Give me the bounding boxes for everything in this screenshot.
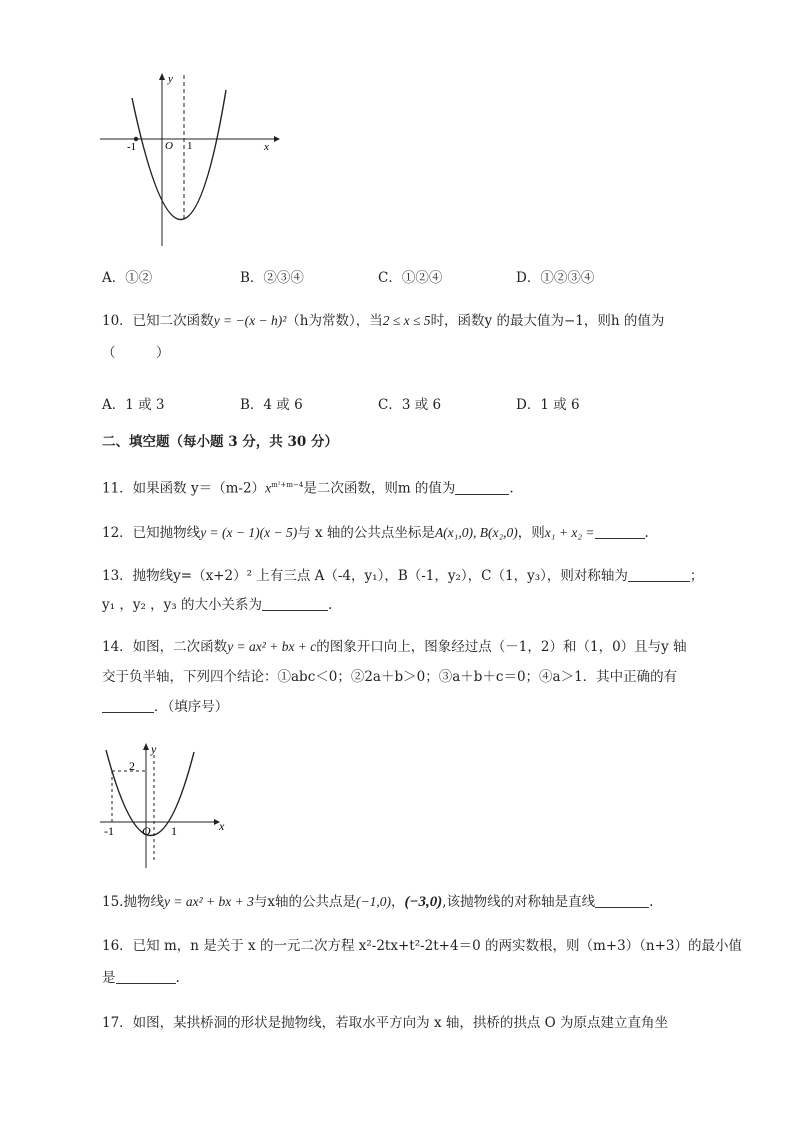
q10-answer-paren: （ ） bbox=[102, 345, 170, 361]
q17-line1: 17．如图，某拱桥洞的形状是抛物线，若取水平方向为 x 轴，拱桥的拱点 O 为原点建立直角坐 bbox=[102, 1015, 669, 1031]
q16-answer-blank[interactable] bbox=[116, 969, 176, 984]
neg1-label: -1 bbox=[127, 141, 137, 153]
parabola-curve bbox=[106, 750, 194, 836]
one-label: 1 bbox=[171, 824, 177, 838]
origin-label: O bbox=[165, 140, 173, 152]
two-label: 2 bbox=[129, 759, 135, 773]
q13-line1: 13．抛物线y=（x+2）² 上有三点 A（-4，y₁），B（-1，y₂），C（1，y₃），则对称轴为 ； bbox=[102, 568, 704, 584]
origin-label: O bbox=[142, 824, 151, 838]
x-axis-arrow bbox=[274, 136, 280, 142]
one-label: 1 bbox=[187, 140, 193, 152]
q14-answer-blank[interactable] bbox=[102, 698, 154, 713]
q14-line3: ．（填序号） bbox=[102, 698, 228, 716]
q10-option-a: A．1 或 3 bbox=[102, 397, 165, 413]
q10-option-c: C．3 或 6 bbox=[378, 397, 442, 413]
q13-line2: y₁ ，y₂ ，y₃ 的大小关系为 . bbox=[102, 597, 333, 613]
q13-axis-blank[interactable] bbox=[628, 567, 690, 582]
x-label: x bbox=[219, 819, 225, 833]
q9-option-b: B．②③④ bbox=[240, 270, 304, 286]
q14-parabola-graph bbox=[100, 740, 232, 870]
neg1-label: -1 bbox=[104, 824, 114, 838]
y-axis-arrow bbox=[143, 743, 149, 750]
q14-line1: 14．如图，二次函数y = ax² + bx + c的图象开口向上，图象经过点（－1，2）和（1，0）且与y 轴 bbox=[102, 639, 687, 655]
y-label: y bbox=[168, 73, 173, 85]
q10-option-d: D．1 或 6 bbox=[516, 397, 580, 413]
q10-line1: 10．已知二次函数y = −(x − h)²（h为常数），当2 ≤ x ≤ 5时，函数y 的最大值为−1，则h 的值为 bbox=[102, 313, 665, 329]
q16-line1: 16．已知 m，n 是关于 x 的一元二次方程 x²-2tx+t²-2t+4＝0 的两实数根，则（m+3）（n+3）的最小值 bbox=[102, 938, 743, 954]
q12-answer-blank[interactable] bbox=[595, 524, 645, 539]
q15-line: 15.抛物线y = ax² + bx + 3与x轴的公共点是(−1,0)，(−3,0),该抛物线的对称轴是直线 . bbox=[102, 894, 654, 910]
q10-option-b: B．4 或 6 bbox=[240, 397, 303, 413]
q9-option-d: D．①②③④ bbox=[516, 270, 595, 286]
q12-line: 12．已知抛物线y = (x − 1)(x − 5)与 x 轴的公共点坐标是A(x₁,0), B(x₂,0)，则x₁ + x₂ = . bbox=[102, 525, 649, 541]
q9-parabola-graph bbox=[98, 70, 280, 248]
q13-order-blank[interactable] bbox=[262, 596, 328, 611]
q9-option-a: A．①② bbox=[102, 270, 153, 286]
x-label: x bbox=[264, 141, 269, 153]
q16-line2: 是 . bbox=[102, 970, 180, 986]
section-2-heading: 二、填空题（每小题 3 分，共 30 分） bbox=[102, 434, 338, 450]
q15-answer-blank[interactable] bbox=[595, 893, 649, 908]
q9-option-c: C．①②④ bbox=[378, 270, 443, 286]
q11-answer-blank[interactable] bbox=[455, 480, 509, 495]
q11-line: 11．如果函数 $y=(m-2)x^{m^2+m-4}$是二次函数，则m 的值为 . bbox=[102, 480, 514, 497]
y-label: y bbox=[151, 742, 157, 756]
y-axis-arrow bbox=[159, 73, 165, 80]
parabola-curve bbox=[132, 90, 226, 220]
q14-line2: 交于负半轴，下列四个结论：①abc＜0；②2a＋b＞0；③a＋b＋c＝0；④a＞1．其中正确的有 bbox=[102, 669, 678, 685]
